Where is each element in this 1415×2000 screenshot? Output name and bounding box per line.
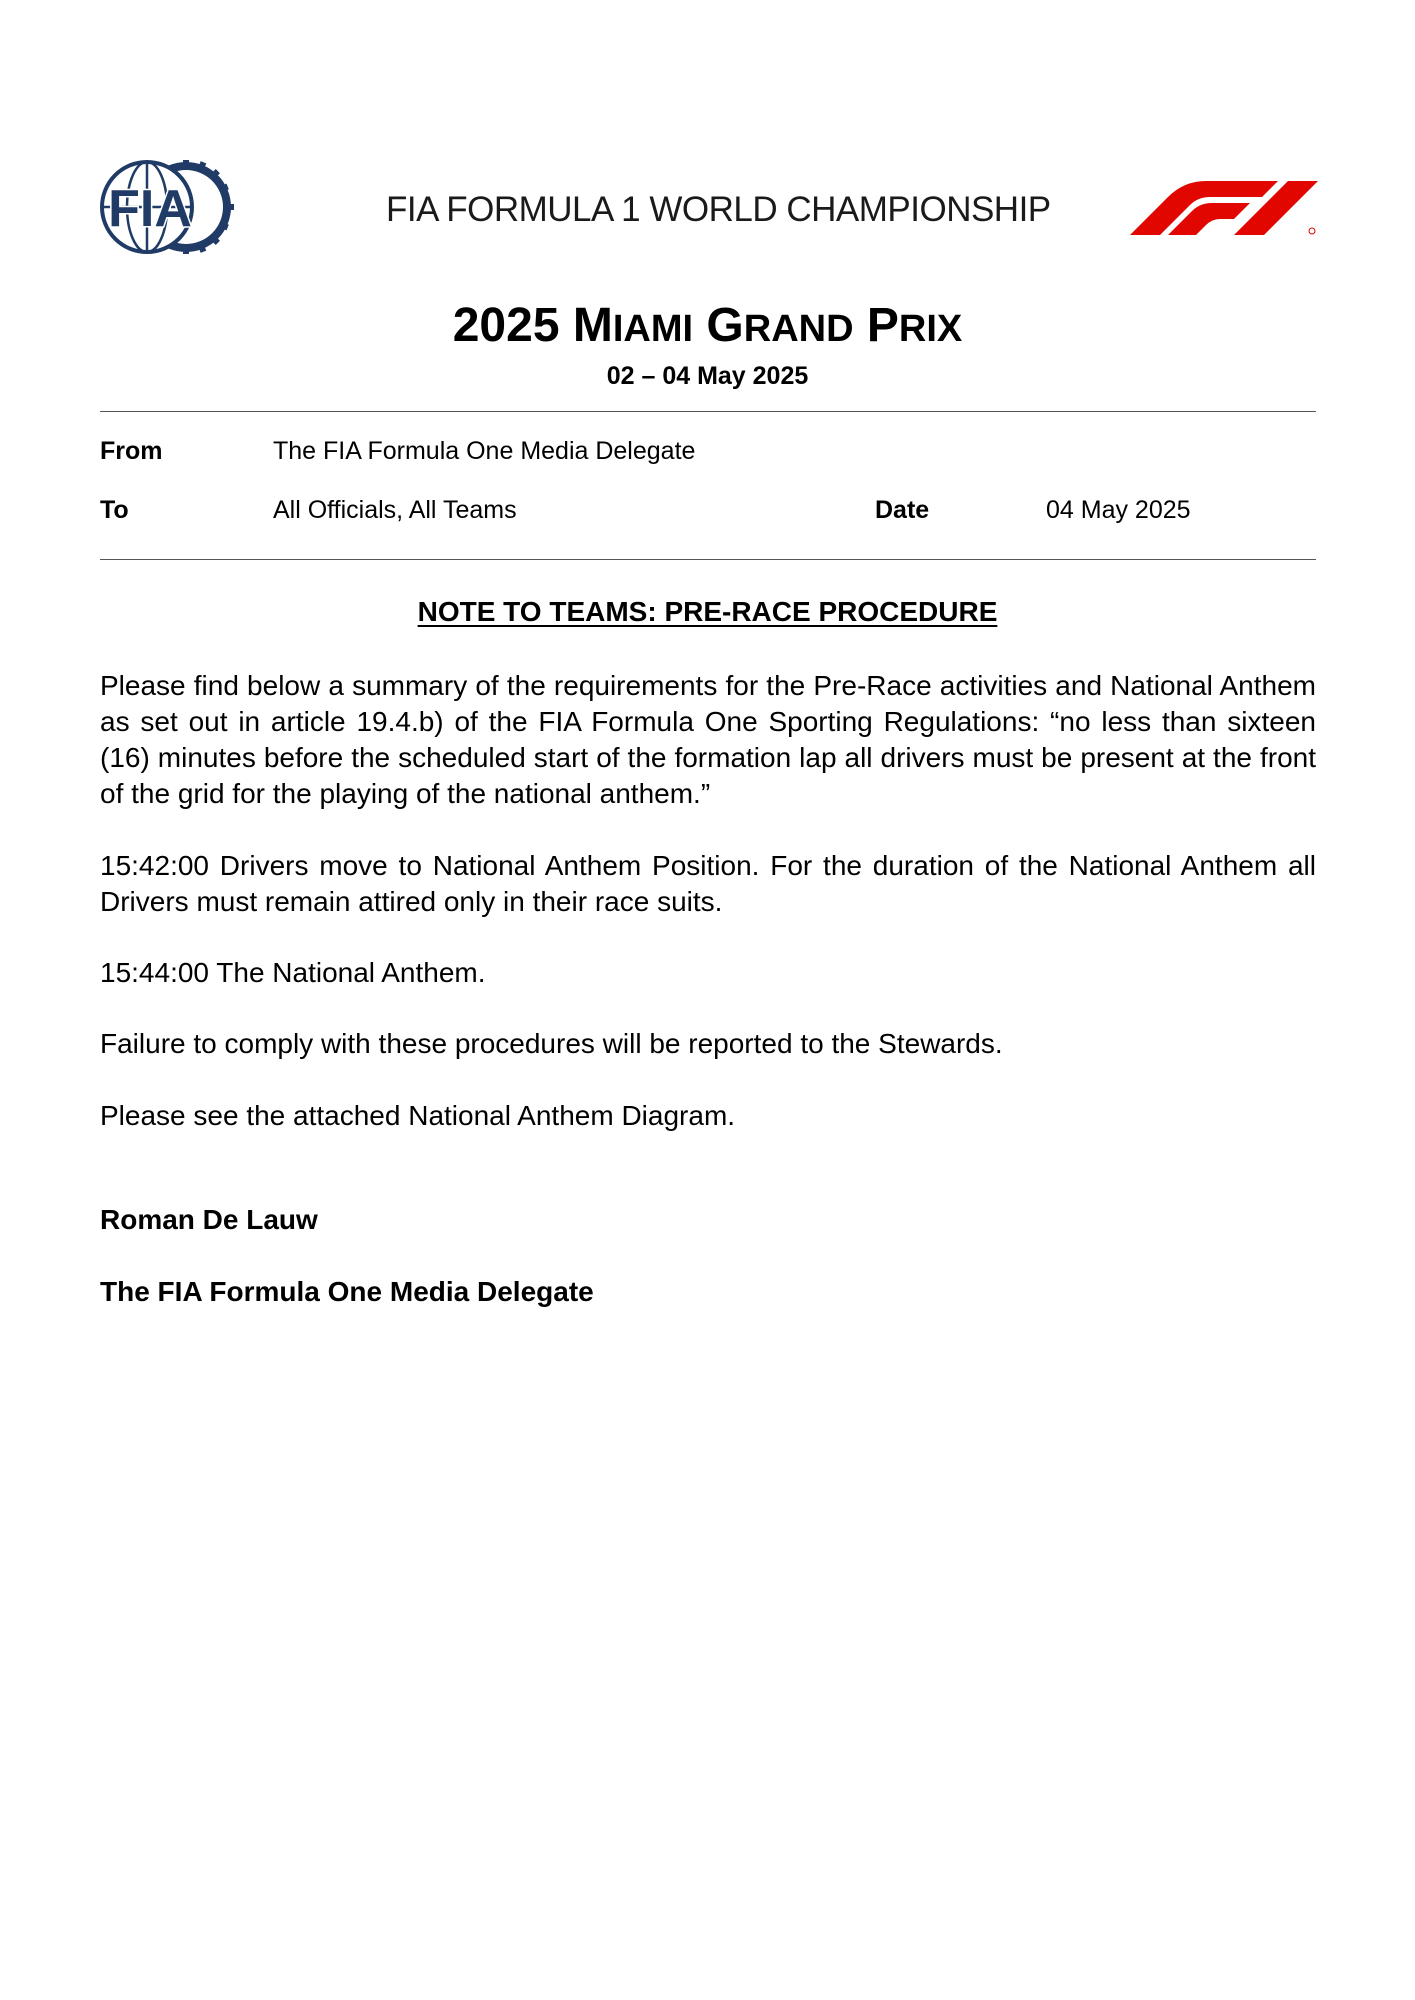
note-title: NOTE TO TEAMS: PRE-RACE PROCEDURE xyxy=(417,596,998,627)
event-name-part: RIX xyxy=(898,308,963,350)
championship-title: FIA FORMULA 1 WORLD CHAMPIONSHIP xyxy=(386,190,1051,229)
body-paragraph-intro: Please find below a summary of the requirements for the Pre-Race activities and National Anthem as set out in article 19.4.b) of the FIA Formula One Sporting Regulations: “no less than sixteen (16) minutes before the scheduled start of the formation lap all drivers must be present at the front of the grid for the playing of the national anthem.” xyxy=(100,670,1316,809)
body-paragraph-drivers-move: 15:42:00 Drivers move to National Anthem Position. For the duration of the National Anthem all Drivers must remain attired only in their race suits. xyxy=(100,850,1316,917)
from-label: From xyxy=(100,437,163,465)
signature-title: The FIA Formula One Media Delegate xyxy=(100,1276,594,1307)
divider-bottom xyxy=(100,559,1316,560)
f1-logo xyxy=(1122,181,1322,235)
event-name-part: RAND xyxy=(743,308,854,350)
event-year: 2025 xyxy=(452,299,560,352)
fia-logo xyxy=(100,160,238,254)
event-name-part: P xyxy=(866,299,899,352)
date-value: 04 May 2025 xyxy=(1046,496,1191,524)
body-paragraph-anthem: 15:44:00 The National Anthem. xyxy=(100,957,486,988)
signature-name: Roman De Lauw xyxy=(100,1204,318,1235)
body-paragraph-failure: Failure to comply with these procedures will be reported to the Stewards. xyxy=(100,1028,1003,1059)
fia-logo-text: FIA xyxy=(108,180,192,238)
event-title xyxy=(0,298,1415,353)
divider-top xyxy=(100,411,1316,412)
date-label: Date xyxy=(875,496,930,524)
to-label: To xyxy=(100,496,129,524)
event-name-part: IAMI xyxy=(612,308,694,350)
event-name-part: G xyxy=(706,299,744,352)
from-value: The FIA Formula One Media Delegate xyxy=(273,437,696,465)
to-value: All Officials, All Teams xyxy=(273,496,517,524)
body-paragraph-diagram: Please see the attached National Anthem Diagram. xyxy=(100,1100,736,1131)
event-name-part: M xyxy=(572,299,613,352)
event-dates: 02 – 04 May 2025 xyxy=(606,362,809,390)
